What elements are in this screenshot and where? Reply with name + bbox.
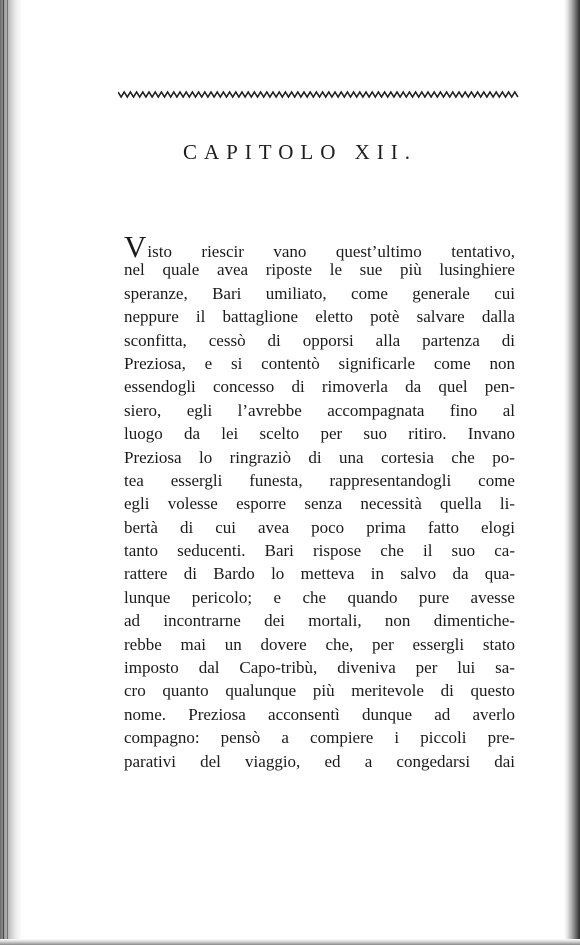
- text-line: siero, egli l’avrebbe accompagnata fino al: [124, 400, 515, 420]
- text-line: ad incontrarne dei mortali, non dimentiche-: [124, 611, 515, 631]
- scan-edge-bottom: [0, 939, 580, 945]
- text-line: imposto dal Capo-tribù, diveniva per lui sa-: [124, 658, 515, 678]
- text-line: lunque pericolo; e che quando pure avesse: [124, 587, 515, 607]
- text-line: nel quale avea riposte le sue più lusinghiere: [124, 260, 515, 280]
- text-line: tanto seducenti. Bari rispose che il suo ca-: [124, 541, 515, 561]
- text-line: parativi del viaggio, ed a congedarsi dai: [124, 751, 515, 771]
- text-line: compagno: pensò a compiere i piccoli pre-: [124, 728, 515, 748]
- zigzag-ornament: [118, 92, 518, 97]
- text-line: speranze, Bari umiliato, come generale cui: [124, 283, 515, 303]
- text-line: sconfitta, cessò di opporsi alla partenza di: [124, 330, 515, 350]
- text-line: Preziosa, e si contentò significarle come non: [124, 353, 515, 373]
- text-line: Preziosa lo ringraziò di una cortesia che po-: [124, 447, 515, 467]
- text-line: cro quanto qualunque più meritevole di questo: [124, 681, 515, 701]
- paragraph-lines: [124, 258, 515, 773]
- text-line: neppure il battaglione eletto potè salvare dalla: [124, 307, 515, 327]
- text-line: nome. Preziosa acconsentì dunque ad averlo: [124, 704, 515, 724]
- text-line: egli volesse esporre senza necessità quella li-: [124, 494, 515, 514]
- text-line: rebbe mai un dovere che, per essergli stato: [124, 634, 515, 654]
- text-line: rattere di Bardo lo metteva in salvo da qua-: [124, 564, 515, 584]
- body-text: [124, 229, 515, 773]
- decorative-rule-ornament: [118, 88, 520, 100]
- text-line: essendogli concesso di rimoverla da quel pen-: [124, 377, 515, 397]
- chapter-title: CAPITOLO XII.: [182, 140, 418, 164]
- drop-cap: V: [124, 229, 147, 264]
- text-line: bertà di cui avea poco prima fatto elogi: [124, 517, 515, 537]
- text-line: tea essergli funesta, rappresentandogli come: [124, 470, 515, 490]
- first-line-text: isto riescir vano quest’ultimo tentativo,: [147, 242, 515, 261]
- text-line: luogo da lei scelto per suo ritiro. Invano: [124, 424, 515, 444]
- first-line: [124, 229, 515, 264]
